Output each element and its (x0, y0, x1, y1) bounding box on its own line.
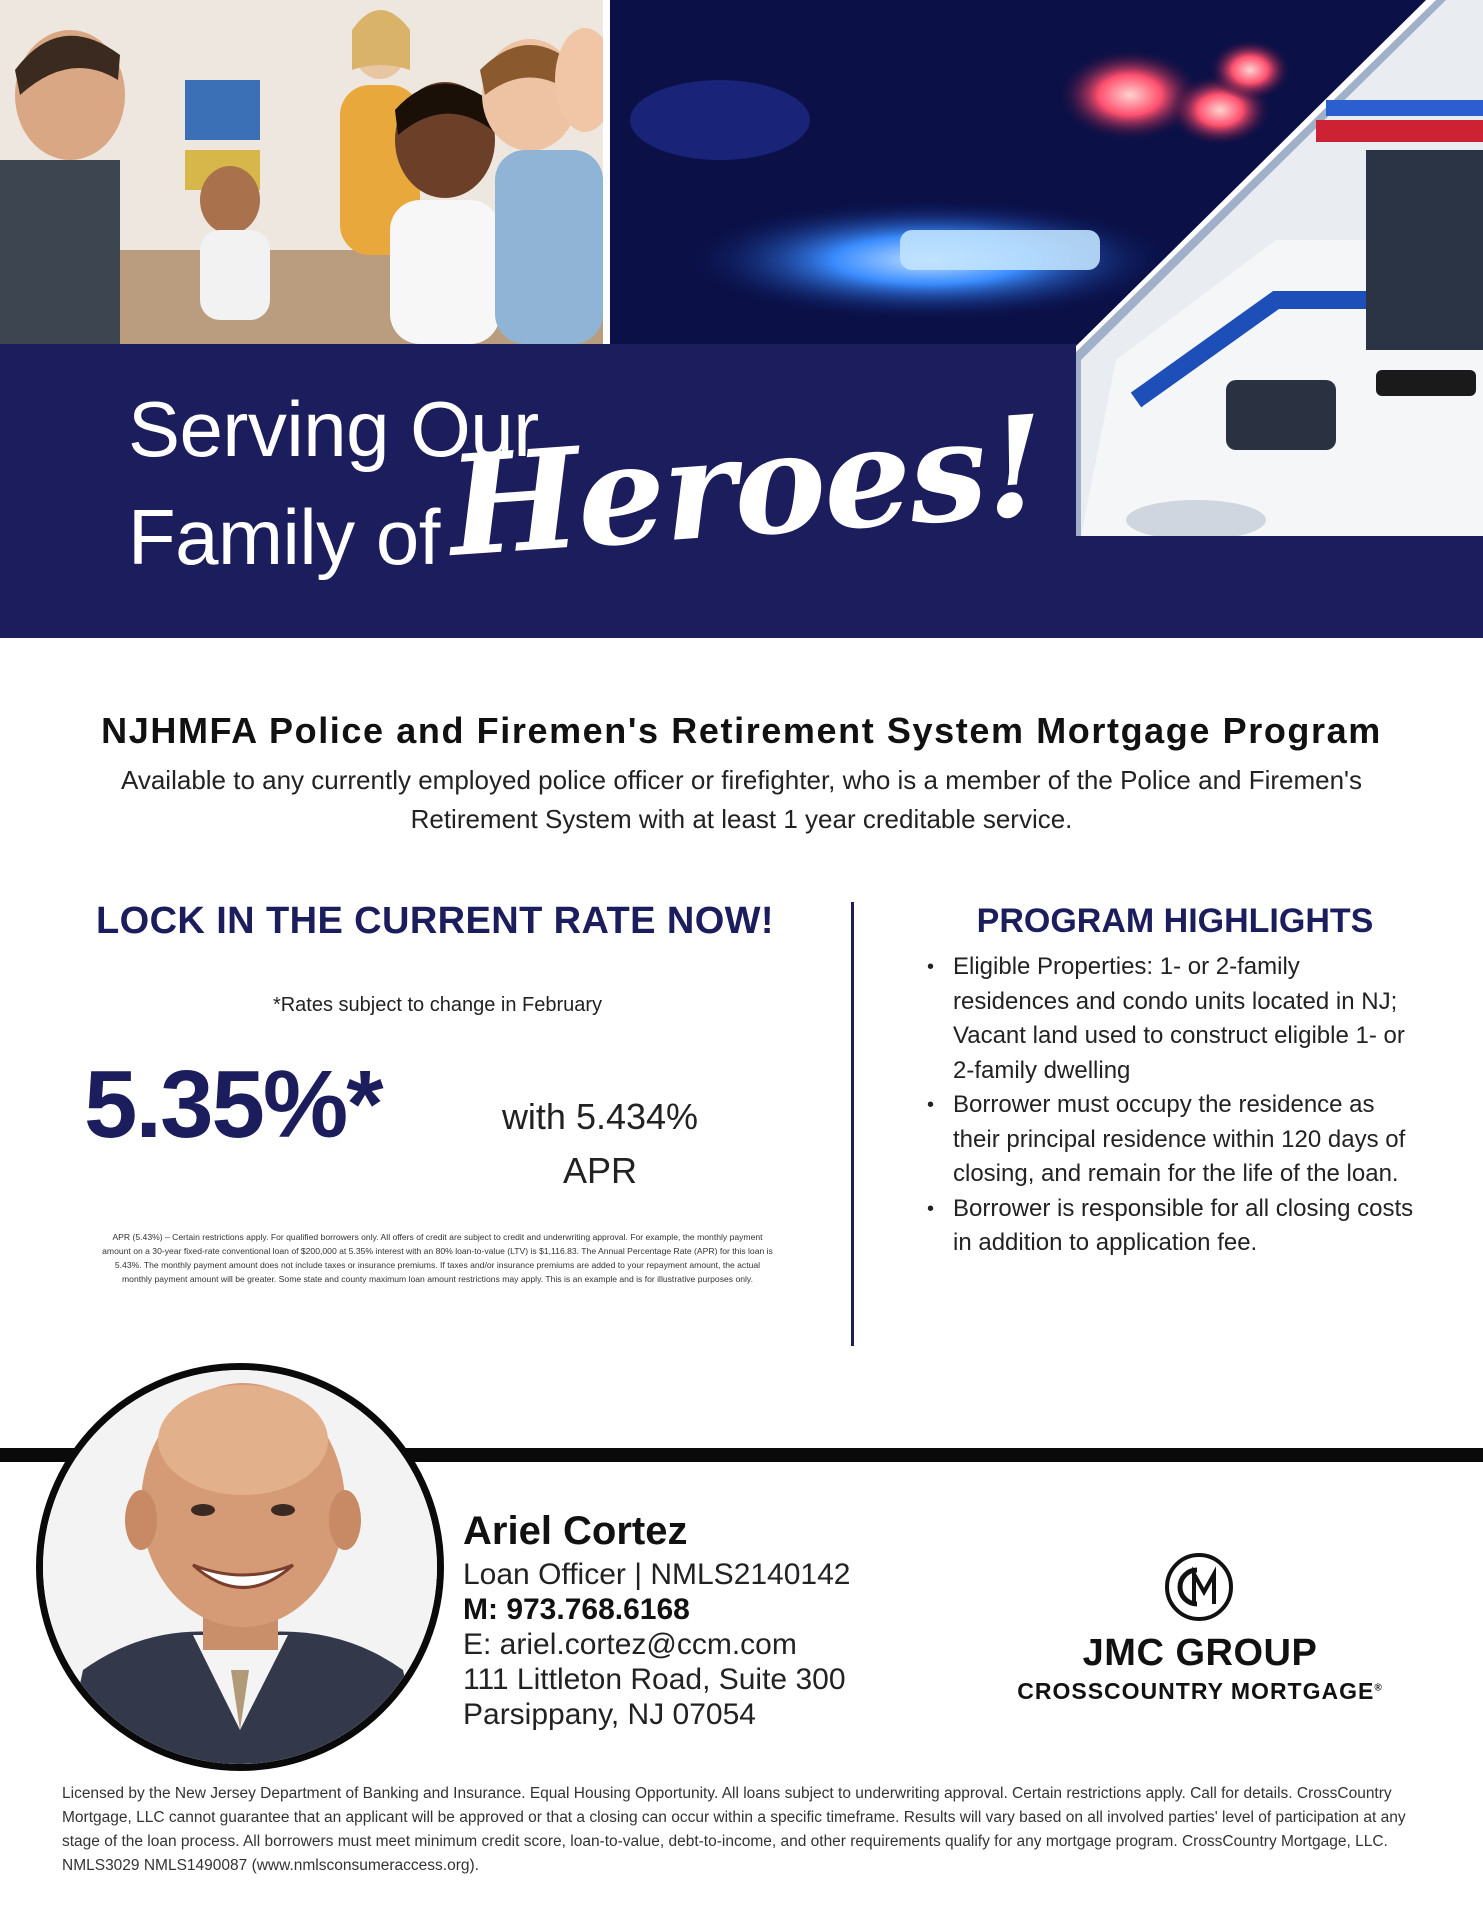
highlight-item: • Borrower is responsible for all closing costs in addition to application fee. (925, 1192, 1420, 1261)
apr-block (440, 1090, 760, 1198)
apr-line1: with 5.434% (501, 1096, 699, 1137)
contact-address-line2: Parsippany, NJ 07054 (463, 1698, 756, 1731)
program-subtitle: Available to any currently employed police officer or firefighter, who is a member of the Police and Firemen's Retirement System with at least 1 year creditable service. (120, 765, 1363, 834)
registered-mark: ® (1374, 1682, 1383, 1694)
company-logo (1000, 1552, 1400, 1712)
hero-title-line2: Family of (128, 493, 440, 581)
logo-name: JMC GROUP (1082, 1632, 1318, 1674)
rates-note: *Rates subject to change in February (272, 994, 603, 1016)
logo-subtitle-text: CROSSCOUNTRY MORTGAGE (1017, 1678, 1375, 1704)
contact-name: Ariel Cortez (463, 1509, 688, 1553)
contact-block (463, 1505, 850, 1732)
contact-title: Loan Officer | NMLS2140142 (463, 1558, 851, 1591)
school-photo (0, 0, 603, 344)
school-photo-illustration (0, 0, 603, 344)
police-car-photo (1076, 0, 1483, 536)
highlight-item: • Eligible Properties: 1- or 2-family residences and condo units located in NJ; Vacant land used to construct eligible 1- or 2-family dwelling (925, 950, 1420, 1088)
hero-title-line1: Serving Our (128, 385, 539, 473)
contact-address-line1: 111 Littleton Road, Suite 300 (463, 1663, 846, 1696)
avatar-portrait (43, 1370, 437, 1764)
rate-value: 5.35%* (84, 1051, 382, 1158)
contact-mobile[interactable]: M: 973.768.6168 (463, 1593, 690, 1626)
avatar (36, 1363, 444, 1771)
apr-line2: APR (562, 1150, 638, 1191)
contact-email[interactable]: E: ariel.cortez@ccm.com (463, 1628, 797, 1661)
column-divider (851, 902, 854, 1346)
hero-banner (0, 0, 1483, 638)
highlights-title: PROGRAM HIGHLIGHTS (976, 902, 1374, 940)
apr-disclaimer: APR (5.43%) – Certain restrictions apply. For qualified borrowers only. All offers of credit are subject to credit and underwriting approval. For example, the monthly payment amount on a 30-year fixed-rate conventional loan of $200,000 at 5.35% interest with an 80% loan-to-value (LTV) is $1,116.83. The Annual Percentage Rate (APR) for this loan is 5.43%. The monthly payment amount does not include taxes or insurance premiums. If taxes and/or insurance premiums are added to your repayment amount, the actual monthly payment amount will be greater. Some state and county maximum loan amount restrictions may apply. This is an example and is for illustrative purposes only. (102, 1232, 773, 1284)
logo-subtitle (1000, 1678, 1400, 1705)
lock-rate-headline: LOCK IN THE CURRENT RATE NOW! (96, 900, 774, 942)
legal-disclaimer: Licensed by the New Jersey Department of Banking and Insurance. Equal Housing Opportunity. All loans subject to underwriting approval. Certain restrictions apply. Call for details. CrossCountry Mortgage, LLC cannot guarantee that an applicant will be approved or that a closing can occur within a specific timeframe. Results will vary based on all involved parties' level of participation at any stage of the loan process. All borrowers must meet minimum credit score, loan-to-value, debt-to-income, and other requirements qualify for any mortgage program. CrossCountry Mortgage, LLC. NMLS3029 NMLS1490087 (www.nmlsconsumeraccess.org). (62, 1785, 1406, 1874)
hero-title-script: Heroes! (443, 383, 1049, 588)
highlight-item: • Borrower must occupy the residence as their principal residence within 120 days of closing, and remain for the life of the loan. (925, 1088, 1420, 1192)
cm-logo-icon (1164, 1552, 1234, 1622)
highlights-list (925, 950, 1420, 1261)
program-title: NJHMFA Police and Firemen's Retirement System Mortgage Program (101, 710, 1382, 751)
